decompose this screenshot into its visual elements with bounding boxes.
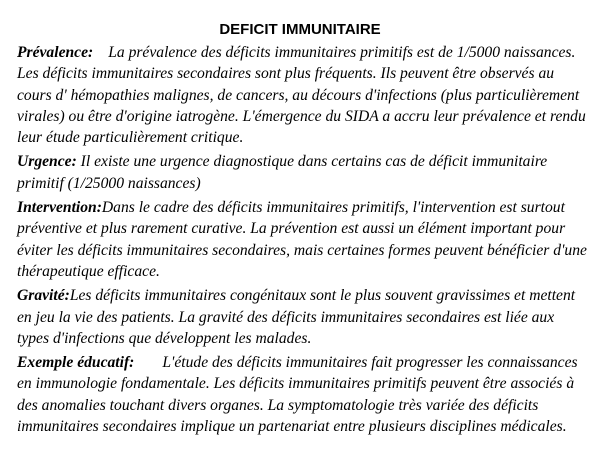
paragraph-exemple-educatif [17,352,589,437]
paragraph-text: Dans le cadre des déficits immunitaires primitifs, l'intervention est surtout préventive et plus rarement curative. La prévention est aussi un élément important pour éviter les déficits immunitaires secondaires, mais certaines formes peuvent bénéficier d'une thérapeutique efficace. [17,199,587,280]
document-body [17,42,589,440]
page-title: DEFICIT IMMUNITAIRE [219,21,381,38]
paragraph-text: Il existe une urgence diagnostique dans certains cas de déficit immunitaire primitif (1/25000 naissances) [17,153,548,192]
paragraph-label: Exemple éducatif: [17,354,135,372]
paragraph-label: Intervention: [17,199,102,217]
paragraph-label: Prévalence: [17,44,94,61]
paragraph-text: L'étude des déficits immunitaires fait progresser les connaissances en immunologie fondamentale. Les déficits immunitaires primitifs peuvent être associés à des anomalies touchant divers organes. La symptomatologie très variée des déficits immunitaires secondaires implique un partenariat entre plusieurs disciplines médicales. [17,354,578,436]
paragraph-gravite [17,285,589,349]
paragraph-label: Gravité: [17,287,70,305]
paragraph-label: Urgence: [17,153,77,171]
paragraph-intervention [17,197,589,282]
paragraph-text: La prévalence des déficits immunitaires primitifs est de 1/5000 naissances. Les déficits immunitaires secondaires sont plus fréquents. Ils peuvent être observés au cours d' hémopathies malignes, de cancers, au décours d'infections (plus particulièrement virales) ou être d'origine iatrogène. L'émergence du SIDA a accru leur prévalence et rendu leur étude particulièrement critique. [17,44,586,147]
paragraph-prevalence [17,42,589,148]
paragraph-text: Les déficits immunitaires congénitaux sont le plus souvent gravissimes et mettent en jeu la vie des patients. La gravité des déficits immunitaires secondaires est liée aux types d'infections que développent les malades. [17,287,576,347]
paragraph-urgence [17,151,589,194]
